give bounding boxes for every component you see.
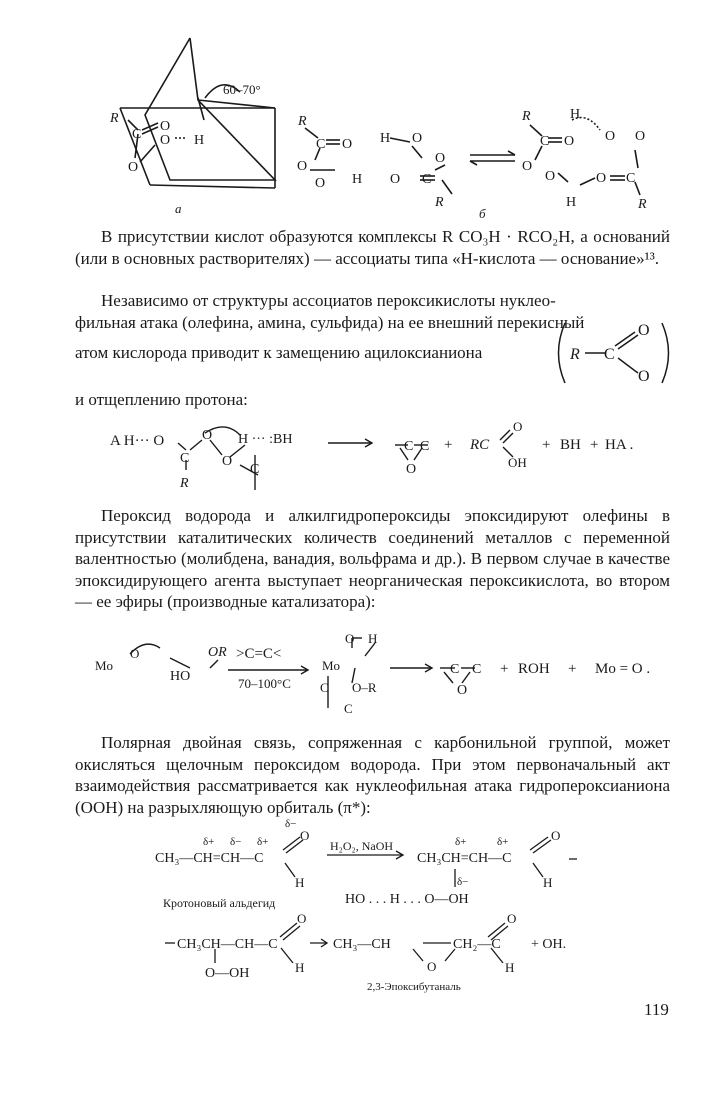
paragraph-line: атом кислорода приводит к замещению ацилоксианиона — [75, 343, 483, 362]
scheme-text: HA . — [605, 437, 634, 453]
scheme-text: OR — [208, 645, 227, 660]
scheme-text: Mo — [322, 658, 341, 673]
charge-label: δ+ — [497, 836, 509, 848]
charge-label: δ− — [285, 818, 297, 830]
atom-label: C — [180, 451, 190, 466]
atom-label: H — [543, 875, 553, 890]
atom-label: O — [345, 631, 355, 646]
atom-label: C — [626, 171, 636, 186]
atom-label: O — [596, 171, 607, 186]
atom-label: R — [180, 476, 189, 491]
paragraph-line: фильная атака (олефина, амина, сульфида) на ее внешний перекисный — [75, 312, 585, 332]
atom-label: O — [457, 683, 468, 698]
scheme-text: RC — [470, 437, 490, 453]
atom-label: R — [435, 195, 444, 210]
atom-label: O — [300, 828, 310, 843]
paragraph-line: и отщеплению протона: — [75, 390, 248, 409]
atom-label: O — [427, 959, 437, 974]
atom-label: H — [368, 631, 378, 646]
atom-label: O — [545, 169, 556, 184]
scheme-3 — [155, 815, 605, 995]
atom-label: O — [315, 176, 326, 191]
scheme-text: HO — [170, 669, 191, 684]
atom-label: H — [194, 133, 205, 148]
atom-label: C — [472, 662, 482, 677]
atom-label: H — [566, 195, 577, 210]
atom-label: O — [130, 646, 140, 661]
atom-label: O — [605, 129, 616, 144]
scheme-text: CH₃—CH — [333, 937, 391, 952]
atom-label: O — [202, 428, 213, 443]
atom-label: O — [507, 911, 517, 926]
atom-label: O — [222, 454, 233, 469]
paragraph-3 — [75, 505, 670, 613]
paragraph-line: Независимо от структуры ассоциатов пероксикислоты нуклео- — [101, 291, 556, 310]
scheme-text: CH₃CH=CH—C — [417, 851, 512, 866]
scheme-text: + OH. — [531, 937, 567, 952]
scheme-text: Mo — [95, 658, 114, 673]
atom-label: C — [450, 662, 460, 677]
caption-a: а — [175, 201, 182, 216]
reagent-label: H₂O₂, NaOH — [330, 839, 394, 853]
atom-label: O — [638, 368, 650, 385]
top-figure — [90, 30, 680, 220]
acyloxy-anion — [550, 318, 680, 388]
atom-label: C — [250, 462, 260, 477]
atom-label: O — [128, 160, 139, 175]
atom-label: H — [295, 960, 305, 975]
atom-label: R — [298, 114, 307, 129]
paragraph-4 — [75, 732, 670, 818]
atom-label: O — [635, 129, 646, 144]
atom-label: O — [406, 462, 417, 477]
atom-label: R — [570, 346, 580, 363]
atom-label: O — [638, 322, 650, 339]
atom-label: C — [422, 172, 432, 187]
scheme-text: >C=C< — [236, 646, 282, 662]
scheme-text: Mo = O . — [595, 661, 651, 677]
scheme-text: O–R — [352, 680, 377, 695]
atom-label: O — [551, 828, 561, 843]
atom-label: O — [412, 131, 423, 146]
compound-name: 2,3-Эпоксибутаналь — [367, 981, 461, 993]
compound-name: Кротоновый альдегид — [163, 896, 276, 910]
scheme-2 — [90, 628, 670, 718]
atom-label: R — [522, 109, 531, 124]
scheme-text: OH — [508, 455, 527, 470]
scheme-text: + — [500, 661, 509, 677]
atom-label: O — [513, 419, 523, 434]
scheme-text: + — [542, 437, 551, 453]
scheme-1 — [110, 415, 634, 500]
atom-label: O — [342, 137, 353, 152]
atom-label: O — [564, 134, 575, 149]
charge-label: δ+ — [455, 836, 467, 848]
scheme-text: CH₃CH—CH—C — [177, 937, 278, 952]
atom-label: R — [110, 111, 119, 126]
charge-label: δ+ — [257, 836, 269, 848]
atom-label: C — [344, 701, 353, 716]
scheme-text: A H··· O — [110, 433, 165, 449]
atom-label: H — [352, 172, 363, 187]
scheme-text: BH — [560, 437, 581, 453]
plane-vertical — [145, 38, 275, 180]
atom-label: O — [435, 151, 446, 166]
scheme-text: CH₂—C — [453, 937, 501, 952]
atom-label: C — [404, 439, 414, 454]
charge-label: δ− — [230, 836, 242, 848]
atom-label: O — [160, 119, 171, 134]
atom-label: H — [570, 107, 581, 122]
atom-label: R — [638, 197, 647, 212]
scheme-text: ROH — [518, 661, 550, 677]
scheme-text: HO . . . H . . . O—OH — [345, 892, 469, 907]
atom-label: C — [420, 439, 430, 454]
scheme-text: + — [568, 661, 577, 677]
scheme-text: + — [444, 437, 453, 453]
atom-label: H — [295, 875, 305, 890]
atom-label: O — [390, 172, 401, 187]
atom-label: C — [604, 346, 615, 363]
atom-label: C — [540, 134, 550, 149]
scheme-text: 70–100°C — [238, 676, 291, 691]
page-number: 119 — [644, 1000, 669, 1019]
angle-label: 60–70° — [223, 82, 261, 97]
paragraph-1 — [75, 226, 670, 269]
atom-label: H — [380, 131, 391, 146]
atom-label: C — [316, 137, 326, 152]
paragraph-text: В присутствии кислот образуются комплексы R CO₃H · RCO₂H, а оснований (или в основных растворителях) — ассоциаты типа «Н-кислота — основание»¹³. — [75, 227, 670, 268]
atom-label: H — [505, 960, 515, 975]
paragraph-text: Пероксид водорода и алкилгидропероксиды эпоксидируют олефины в присутствии каталитических количеств соединений металлов с переменной валентностью (молибдена, ванадия, вольфрама и др.). В первом случае в качестве эпоксидирующего агента выступает неорганическая пероксикислота, во втором — ее эфиры (производные катализатора): — [75, 506, 670, 611]
atom-label: O — [160, 133, 171, 148]
charge-label: δ− — [457, 876, 469, 888]
atom-label: O — [297, 911, 307, 926]
atom-label: C — [132, 127, 142, 142]
atom-label: C — [320, 680, 329, 695]
scheme-text: + — [590, 437, 599, 453]
charge-label: δ+ — [203, 836, 215, 848]
atom-label: O — [522, 159, 533, 174]
atom-label: O — [297, 159, 308, 174]
caption-b: б — [479, 206, 486, 221]
scheme-text: O—OH — [205, 966, 250, 981]
scheme-text: CH₃—CH=CH—C — [155, 851, 264, 866]
paragraph-text: Полярная двойная связь, сопряженная с карбонильной группой, может окисляться щелочным пероксидом водорода. При этом первоначальный акт взаимодействия рассматривается как нуклеофильная атака гидропероксианиона (OOH) на разрыхляющую орбиталь (π*): — [75, 733, 670, 817]
scheme-text: H ··· :BH — [238, 432, 293, 447]
